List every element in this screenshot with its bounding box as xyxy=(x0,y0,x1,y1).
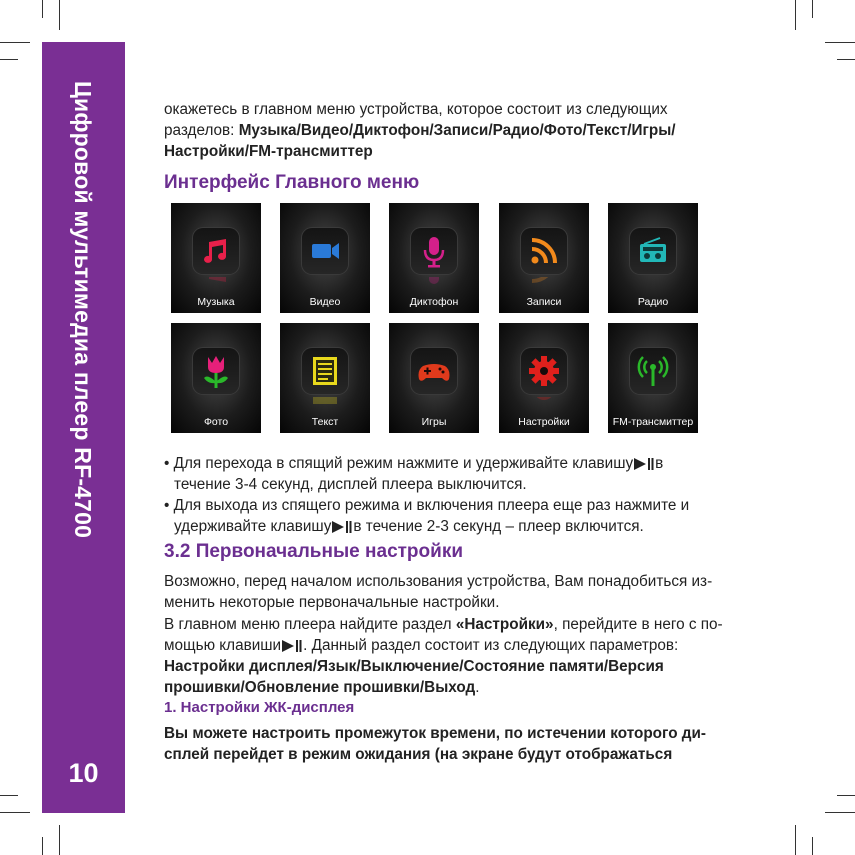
section-paragraph-2 xyxy=(164,614,764,698)
paragraph-line xyxy=(164,635,764,656)
icon-reflection xyxy=(630,277,676,293)
gear-icon xyxy=(521,348,567,394)
microphone-icon xyxy=(411,228,457,274)
menu-tile-games xyxy=(389,323,479,433)
tile-label: Видео xyxy=(309,296,341,308)
rss-feed-icon xyxy=(521,228,567,274)
menu-tile-video xyxy=(280,203,370,313)
menu-tile-settings xyxy=(499,323,589,433)
bullet-continuation xyxy=(164,516,764,537)
crop-mark xyxy=(825,812,855,813)
icon-reflection xyxy=(521,277,567,293)
intro-line: окажетесь в главном меню устройства, которое состоит из следующих xyxy=(164,101,668,118)
settings-list: Настройки дисплея/Язык/Выключение/Состояние памяти/Версия xyxy=(164,658,664,675)
tile-label: FM-трансмиттер xyxy=(612,416,694,428)
bullet-item xyxy=(164,453,764,474)
text-document-icon xyxy=(302,348,348,394)
bullet-text: • Для перехода в спящий режим нажмите и удерживайте клавишу xyxy=(164,455,634,472)
intro-line xyxy=(164,120,764,141)
crop-mark xyxy=(42,837,43,855)
gamepad-icon xyxy=(411,348,457,394)
crop-mark xyxy=(812,837,813,855)
menu-tile-text xyxy=(280,323,370,433)
intro-line xyxy=(164,141,764,162)
intro-sections: Музыка/Видео/Диктофон/Записи/Радио/Фото/Текст/Игры/ xyxy=(238,122,676,139)
bullet-text: удерживайте клавишу xyxy=(174,518,332,535)
bullet-text: в течение 2-3 секунд – плеер включится. xyxy=(353,518,644,535)
section-paragraph-3 xyxy=(164,723,764,765)
tile-label: Радио xyxy=(637,296,669,308)
subsection-heading: 1. Настройки ЖК-дисплея xyxy=(164,699,355,716)
icon-reflection xyxy=(630,397,676,413)
page-number: 10 xyxy=(68,758,99,788)
crop-mark xyxy=(837,795,855,796)
menu-tile-photo xyxy=(171,323,261,433)
tile-label: Музыка xyxy=(197,296,235,308)
crop-mark xyxy=(59,825,60,855)
menu-tile-recorder xyxy=(389,203,479,313)
paragraph-text: . Данный раздел состоит из следующих параметров: xyxy=(303,637,679,654)
icon-reflection xyxy=(521,397,567,413)
tile-label: Записи xyxy=(526,296,562,308)
video-camera-icon xyxy=(302,228,348,274)
intro-text: разделов: xyxy=(164,122,239,139)
crop-mark xyxy=(0,42,30,43)
music-note-icon xyxy=(193,228,239,274)
play-pause-icon xyxy=(282,640,302,652)
play-pause-icon xyxy=(332,521,352,533)
paragraph-line: сплей перейдет в режим ожидания (на экране будут отображаться xyxy=(164,746,673,763)
intro-paragraph xyxy=(164,99,764,162)
icon-reflection xyxy=(302,277,348,293)
paragraph-line xyxy=(164,677,764,698)
crop-mark xyxy=(795,0,796,30)
tile-label: Игры xyxy=(421,416,447,428)
bullet-text: в xyxy=(655,455,664,472)
icon-reflection xyxy=(411,277,457,293)
menu-tile-music xyxy=(171,203,261,313)
crop-mark xyxy=(42,0,43,18)
crop-mark xyxy=(0,795,18,796)
paragraph-text: мощью клавиши xyxy=(164,637,282,654)
intro-sections: Настройки/FM-трансмиттер xyxy=(164,143,373,160)
tile-label: Диктофон xyxy=(409,296,459,308)
crop-mark xyxy=(812,0,813,18)
crop-mark xyxy=(837,59,855,60)
crop-mark xyxy=(0,59,18,60)
crop-mark xyxy=(0,812,30,813)
icon-reflection xyxy=(193,277,239,293)
icon-reflection xyxy=(193,397,239,413)
menu-tile-radio xyxy=(608,203,698,313)
settings-name: «Настройки» xyxy=(455,616,554,633)
menu-tile-notes xyxy=(499,203,589,313)
paragraph-line: Вы можете настроить промежуток времени, по истечении которого ди- xyxy=(164,725,707,742)
crop-mark xyxy=(825,42,855,43)
crop-mark xyxy=(59,0,60,30)
paragraph-line: менить некоторые первоначальные настройки. xyxy=(164,594,500,611)
menu-heading: Интерфейс Главного меню xyxy=(164,172,420,193)
paragraph-line: Возможно, перед началом использования устройства, Вам понадобиться из- xyxy=(164,573,713,590)
radio-icon xyxy=(630,228,676,274)
flower-icon xyxy=(193,348,239,394)
icon-reflection xyxy=(411,397,457,413)
antenna-icon xyxy=(630,348,676,394)
tile-label: Фото xyxy=(203,416,229,428)
paragraph-text: В главном меню плеера найдите раздел xyxy=(164,616,456,633)
menu-tile-fm-transmitter xyxy=(608,323,698,433)
section-paragraph-1 xyxy=(164,571,764,613)
paragraph-text: , перейдите в него с по- xyxy=(553,616,723,633)
paragraph-line xyxy=(164,614,764,635)
bullet-list xyxy=(164,453,764,537)
icon-reflection xyxy=(302,397,348,413)
bullet-continuation: течение 3-4 секунд, дисплей плеера выключится. xyxy=(174,476,527,493)
paragraph-text: . xyxy=(475,679,480,696)
tile-label: Текст xyxy=(311,416,339,428)
paragraph-line xyxy=(164,656,764,677)
bullet-item: • Для выхода из спящего режима и включения плеера еще раз нажмите и xyxy=(164,497,690,514)
vertical-title: Цифровой мультимедиа плеер RF-4700 xyxy=(70,81,96,539)
section-heading: 3.2 Первоначальные настройки xyxy=(164,541,464,562)
crop-mark xyxy=(795,825,796,855)
play-pause-icon xyxy=(634,458,654,470)
tile-label: Настройки xyxy=(518,416,570,428)
settings-list: прошивки/Обновление прошивки/Выход xyxy=(164,679,476,696)
